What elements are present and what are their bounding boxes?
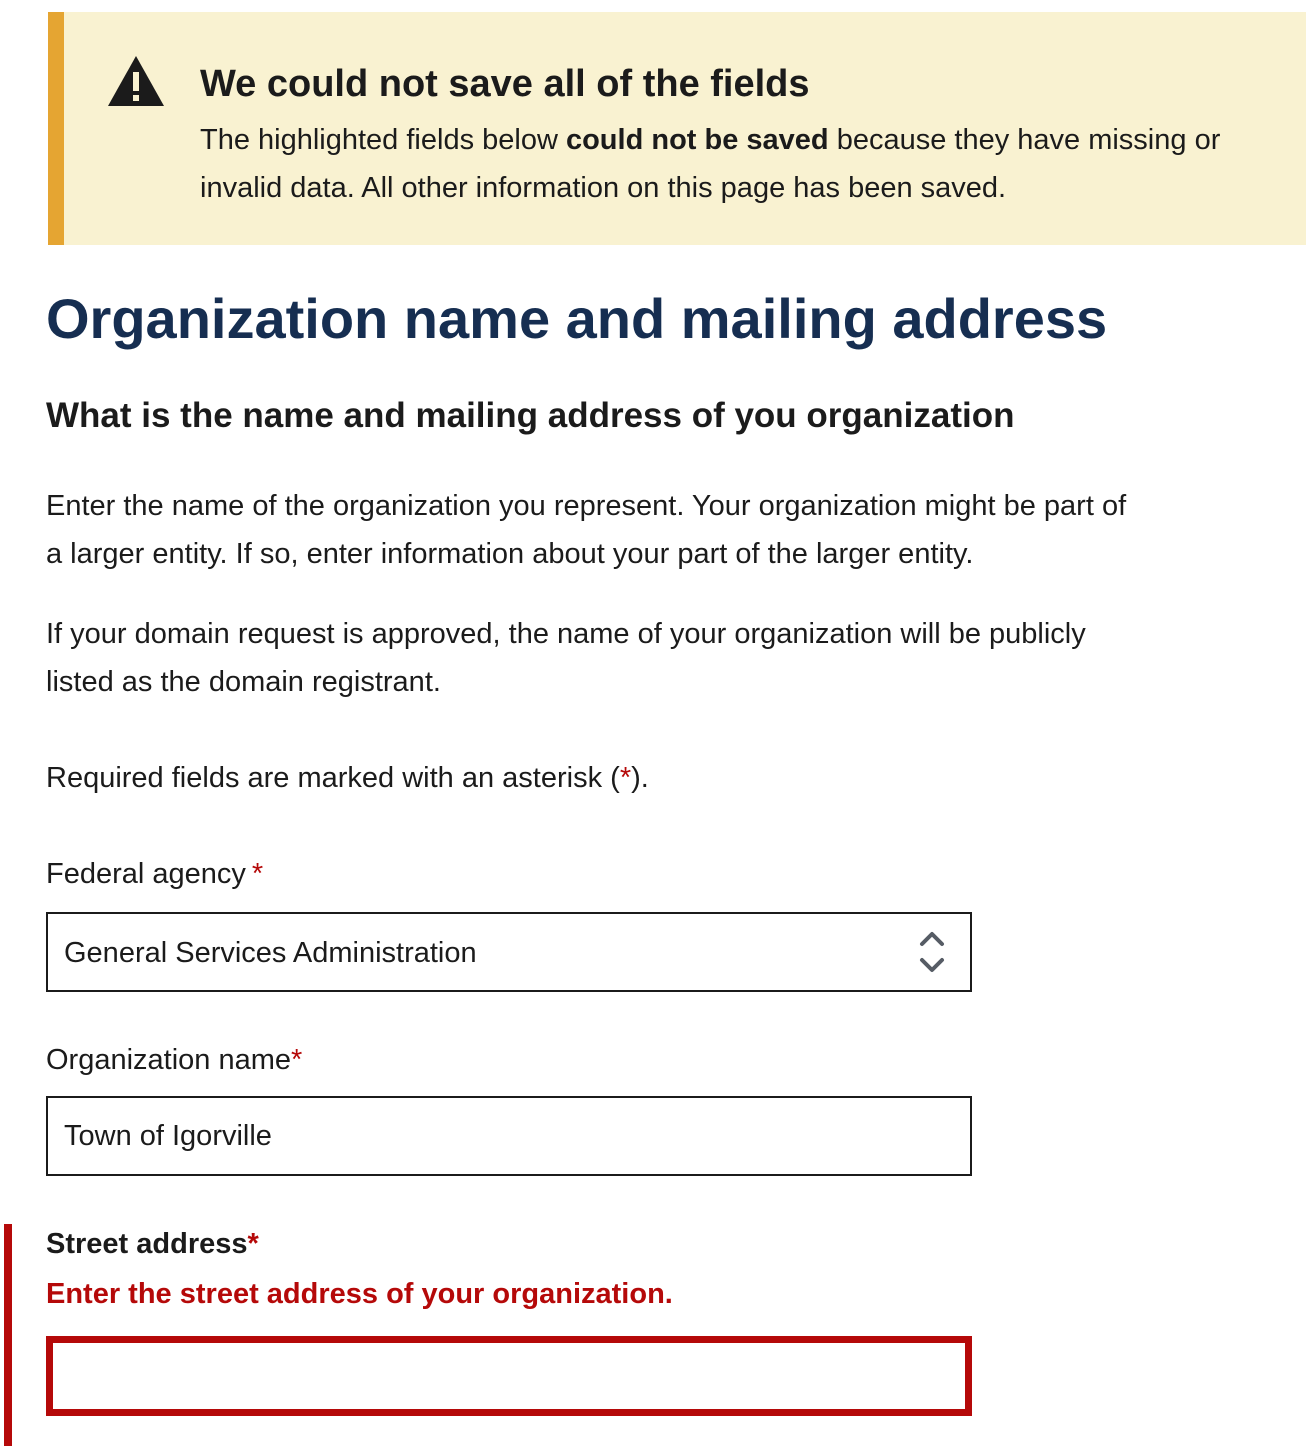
required-note bbox=[46, 754, 1146, 802]
organization-name-input[interactable] bbox=[46, 1096, 972, 1176]
street-address-label-text: Street address bbox=[46, 1228, 248, 1260]
select-arrows-icon bbox=[916, 926, 948, 978]
street-address-input[interactable] bbox=[46, 1336, 972, 1416]
organization-name-label-text: Organization name bbox=[46, 1044, 292, 1076]
required-asterisk: * bbox=[619, 762, 632, 794]
federal-agency-selected-value: General Services Administration bbox=[64, 937, 477, 969]
street-address-label bbox=[46, 1224, 259, 1264]
alert-body-text-end: because they have missing or invalid data. All other information on this page has been saved. bbox=[200, 124, 1221, 204]
registrant-paragraph: If your domain request is approved, the name of your organization will be publicly listed as the domain registrant. bbox=[46, 618, 1086, 698]
alert-body-text: The highlighted fields below bbox=[200, 124, 566, 156]
alert-body bbox=[200, 116, 1290, 212]
organization-name-label bbox=[46, 1040, 302, 1080]
required-asterisk: * bbox=[291, 1044, 303, 1076]
warning-icon bbox=[106, 54, 166, 108]
federal-agency-label-text: Federal agency bbox=[46, 858, 246, 890]
intro-paragraph: Enter the name of the organization you represent. Your organization might be part of a larger entity. If so, enter information about your part of the larger entity. bbox=[46, 490, 1127, 570]
street-address-error-message: Enter the street address of your organization. bbox=[46, 1278, 673, 1310]
page-title: Organization name and mailing address bbox=[46, 287, 1108, 350]
required-note-text-end: ). bbox=[631, 762, 649, 794]
federal-agency-select[interactable] bbox=[46, 912, 972, 992]
warning-alert bbox=[48, 12, 1306, 245]
alert-heading: We could not save all of the fields bbox=[200, 63, 810, 105]
error-indicator-bar bbox=[4, 1224, 12, 1446]
section-subheading: What is the name and mailing address of you organization bbox=[46, 396, 1015, 435]
required-asterisk: * bbox=[251, 858, 264, 890]
alert-body-bold: could not be saved bbox=[565, 124, 829, 156]
required-note-text: Required fields are marked with an asterisk ( bbox=[46, 762, 620, 794]
federal-agency-label bbox=[46, 854, 263, 894]
required-asterisk: * bbox=[247, 1228, 259, 1260]
